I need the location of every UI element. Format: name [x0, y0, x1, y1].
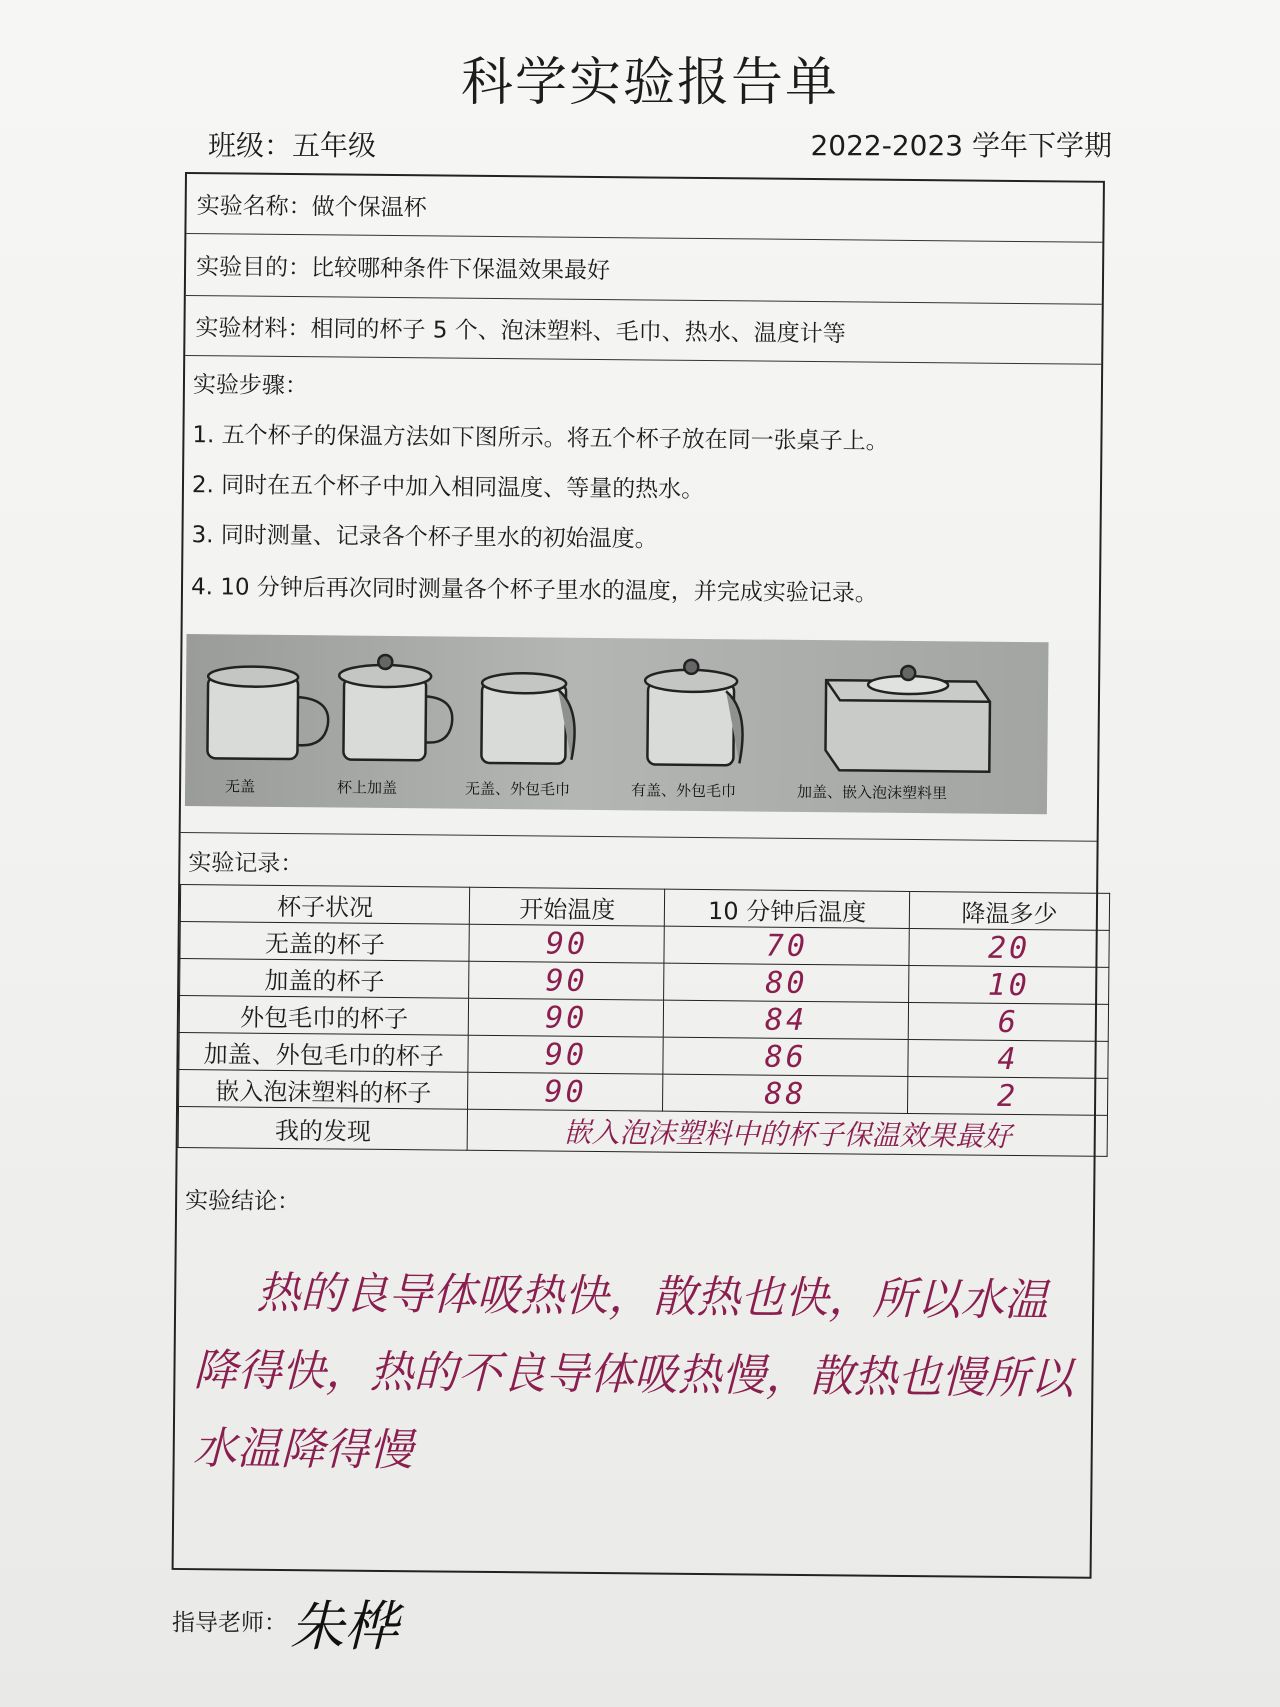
row-label: 嵌入泡沫塑料的杯子 — [179, 1069, 469, 1109]
record-table — [178, 884, 1110, 1157]
row-label: 加盖的杯子 — [180, 958, 470, 998]
row-label: 加盖、外包毛巾的杯子 — [179, 1032, 469, 1072]
temp-drop: 6 — [908, 1002, 1108, 1041]
experiment-purpose-row — [186, 234, 1103, 305]
experiment-name-row — [186, 174, 1103, 243]
steps-heading: 实验步骤： — [192, 372, 309, 400]
figure-label: 加盖、嵌入泡沫塑料里 — [796, 782, 948, 803]
temp-drop: 4 — [908, 1039, 1108, 1078]
finding-label: 我的发现 — [178, 1106, 468, 1150]
cup-with-lid-icon — [338, 655, 452, 761]
column-header: 10 分钟后温度 — [665, 889, 910, 928]
after-temp: 84 — [664, 1000, 909, 1039]
finding-row — [178, 1106, 1107, 1156]
class-label: 班级：五年级 — [208, 129, 377, 162]
cup-foam-box-icon — [825, 665, 990, 772]
report-title: 科学实验报告单 — [460, 53, 839, 113]
teacher-signature: 朱桦 — [290, 1595, 398, 1658]
divider — [181, 832, 1097, 842]
temp-drop: 2 — [908, 1076, 1108, 1115]
temp-drop: 20 — [909, 928, 1109, 967]
term-label: 2022-2023 学年下学期 — [810, 129, 1112, 162]
step-item: 3. 同时测量、记录各个杯子里水的初始温度。 — [191, 522, 658, 553]
experiment-materials-row — [185, 296, 1102, 365]
row-label: 无盖的杯子 — [180, 921, 470, 961]
figure-label: 杯上加盖 — [337, 778, 398, 798]
temp-drop: 10 — [909, 965, 1109, 1004]
cups-illustration — [185, 634, 1049, 814]
start-temp: 90 — [468, 1072, 663, 1111]
cup-no-lid-icon — [207, 666, 328, 759]
report-frame — [172, 172, 1105, 1579]
after-temp: 88 — [663, 1074, 908, 1113]
start-temp: 90 — [468, 1035, 663, 1074]
experiment-materials: 实验材料：相同的杯子 5 个、泡沫塑料、毛巾、热水、温度计等 — [195, 315, 846, 348]
experiment-name: 实验名称：做个保温杯 — [196, 193, 427, 222]
figure-label: 无盖 — [225, 777, 256, 796]
finding-text: 嵌入泡沫塑料中的杯子保温效果最好 — [468, 1109, 1108, 1156]
start-temp: 90 — [469, 961, 664, 1000]
after-temp: 80 — [664, 963, 909, 1002]
column-header: 开始温度 — [470, 887, 665, 926]
start-temp: 90 — [469, 924, 664, 963]
step-item: 4. 10 分钟后再次同时测量各个杯子里水的温度，并完成实验记录。 — [190, 574, 878, 607]
step-item: 1. 五个杯子的保温方法如下图所示。将五个杯子放在同一张桌子上。 — [192, 422, 889, 455]
experiment-purpose: 实验目的：比较哪种条件下保温效果最好 — [195, 254, 611, 285]
row-label: 外包毛巾的杯子 — [179, 995, 469, 1035]
column-header: 杯子状况 — [180, 884, 470, 924]
column-header: 降温多少 — [909, 891, 1109, 930]
conclusion-text: 热的良导体吸热快，散热也快，所以水温降得快，热的不良导体吸热慢，散热也慢所以水温降得慢 — [192, 1267, 1074, 1477]
after-temp: 86 — [663, 1037, 908, 1076]
after-temp: 70 — [664, 926, 909, 965]
cup-towel-icon — [481, 673, 575, 764]
figure-label: 有盖、外包毛巾 — [630, 781, 737, 801]
teacher-label: 指导老师： — [172, 1610, 287, 1636]
step-item: 2. 同时在五个杯子中加入相同温度、等量的热水。 — [191, 472, 705, 503]
record-heading: 实验记录： — [188, 850, 304, 878]
conclusion-label: 实验结论： — [184, 1188, 301, 1216]
start-temp: 90 — [469, 998, 664, 1037]
figure-label: 无盖、外包毛巾 — [465, 779, 571, 799]
cup-lid-towel-icon — [644, 659, 743, 765]
